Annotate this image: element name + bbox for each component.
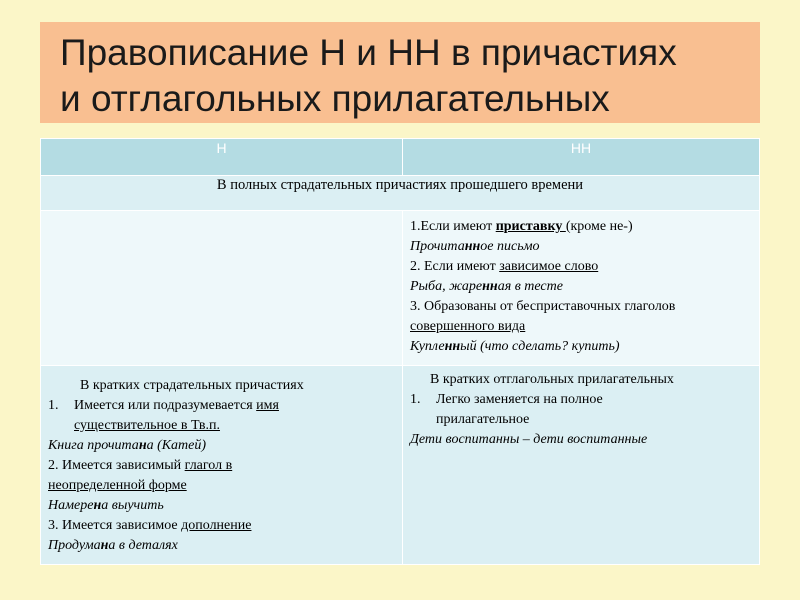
nn-example-3: Купленный (что сделать? купить) (410, 339, 620, 354)
nn-rule-3: 3. Образованы от бесприставочных глаголов (410, 299, 676, 314)
n-short-rule-1-cont: существительное в Тв.п. (74, 418, 220, 433)
n-full-cell (41, 211, 403, 366)
section-row-full (41, 176, 760, 211)
table-header-row (41, 139, 760, 176)
nn-full-cell (403, 211, 760, 366)
nn-short-rule-1: 1. Легко заменяется на полное (410, 392, 603, 407)
nn-short-cell (403, 366, 760, 565)
n-short-heading: В кратких страдательных причастиях (80, 378, 304, 393)
nn-short-heading: В кратких отглагольных прилагательных (430, 372, 674, 387)
nn-rule-3-cont: совершенного вида (410, 319, 526, 334)
nn-example-1: Прочитанное письмо (410, 239, 540, 254)
table-row (41, 366, 760, 565)
nn-short-example: Дети воспитанны – дети воспитанные (410, 432, 648, 447)
n-short-cell (41, 366, 403, 565)
n-short-rule-3: 3. Имеется зависимое дополнение (48, 518, 252, 533)
n-short-example-3: Продумана в деталях (48, 538, 178, 553)
header-nn: НН (403, 139, 760, 176)
title-line-1: Правописание Н и НН в причастиях (60, 32, 677, 73)
n-short-rule-1: 1. Имеется или подразумевается имя (48, 398, 279, 413)
slide-title (40, 22, 760, 123)
nn-rule-1: 1.Если имеют приставку (кроме не-) (410, 219, 633, 234)
n-short-example-2: Намерена выучить (48, 498, 164, 513)
section-full-participles: В полных страдательных причастиях прошедшего времени (41, 176, 760, 211)
header-n: Н (41, 139, 403, 176)
n-short-rule-2-cont: неопределенной форме (48, 478, 187, 493)
table-row (41, 211, 760, 366)
n-short-rule-2: 2. Имеется зависимый глагол в (48, 458, 233, 473)
nn-example-2: Рыба, жаренная в тесте (410, 279, 563, 294)
title-line-2: и отглагольных прилагательных (60, 78, 610, 119)
n-short-example-1: Книга прочитана (Катей) (48, 438, 207, 453)
nn-rule-2: 2. Если имеют зависимое слово (410, 259, 599, 274)
nn-short-rule-1-cont: прилагательное (436, 412, 530, 427)
rules-table (40, 138, 760, 565)
